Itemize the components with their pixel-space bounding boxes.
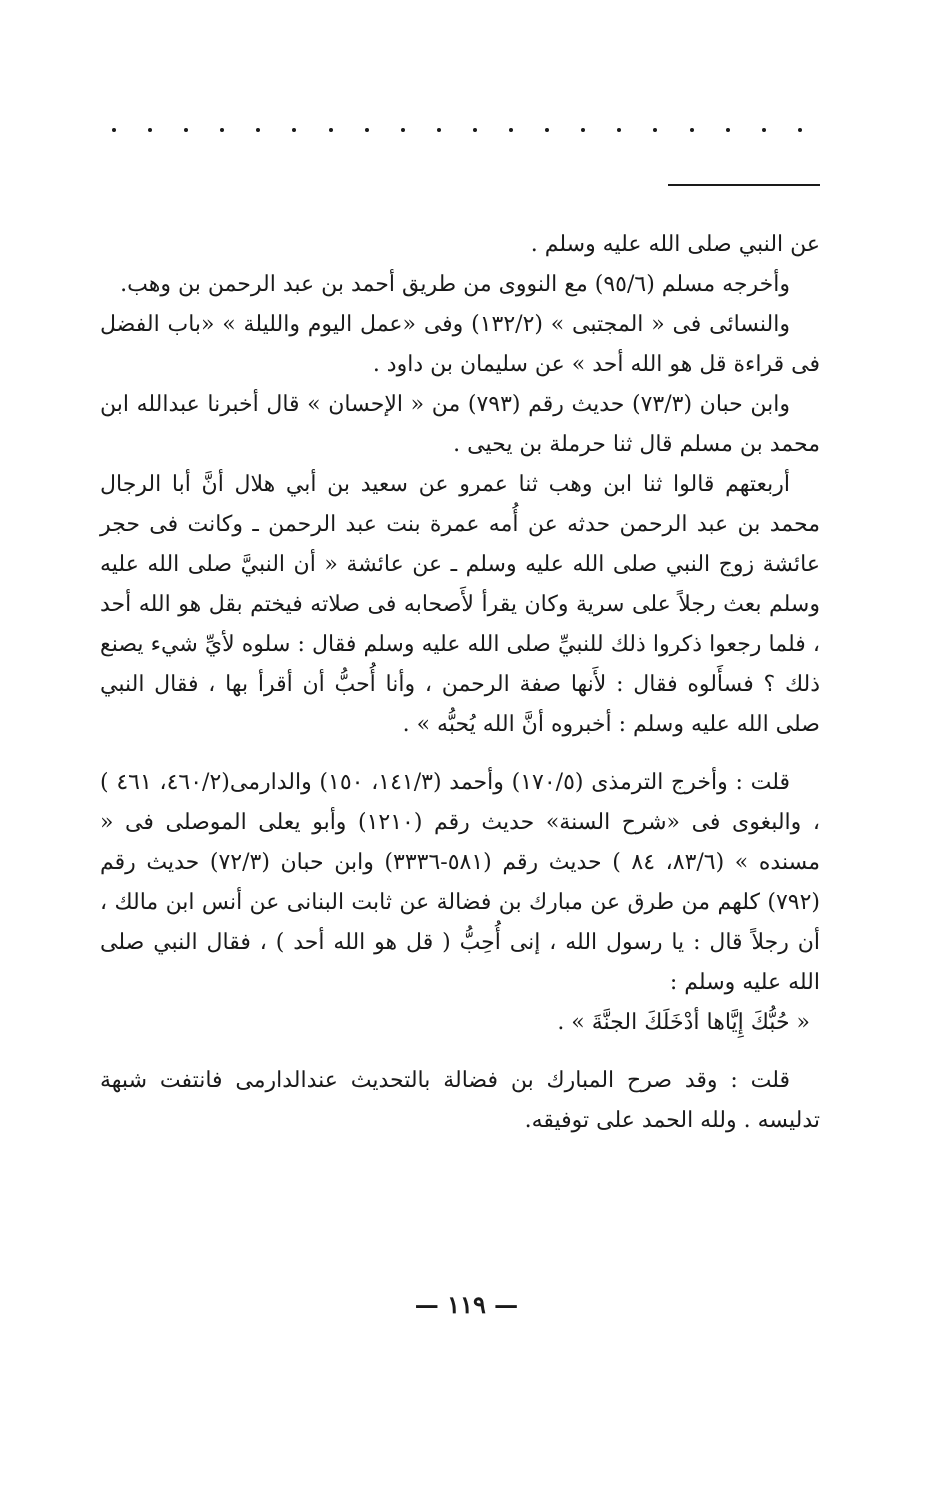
page-number: — ١١٩ — [414,1290,519,1319]
paragraph-6: قلت : وأخرج الترمذى (١٧٠/٥) وأحمد (١٤١/٣، ١٥٠) والدارمى(٤٦٠/٢، ٤٦١ ) ، والبغوى فى «شرح السنة» حديث رقم (١٢١٠) وأبو يعلى الموصلى فى « مسنده » (٨٣/٦، ٨٤ ) حديث رقم (٥٨١-٣٣٣٦) وابن حبان (٧٢/٣) حديث رقم (٧٩٢) كلهم من طرق عن مبارك بن فضالة عن ثابت البنانى عن أنس ابن مالك ، أن رجلاً قال : يا رسول الله ، إنى أُحِبُّ ( قل هو الله أحد ) ، فقال النبي صلى الله عليه وسلم : [100,770,820,995]
separator-dot [617,128,621,132]
separator-dot [545,128,549,132]
separator-dot [220,128,224,132]
separator-dot [726,128,730,132]
separator-dot [148,128,152,132]
separator-dot [473,128,477,132]
paragraph-1: عن النبي صلى الله عليه وسلم . [530,232,820,257]
paragraph-2: وأخرجه مسلم (٩٥/٦) مع النووى من طريق أحمد بن عبد الرحمن بن وهب. [120,272,790,297]
paragraph-3: والنسائى فى « المجتبى » (١٣٢/٢) وفى «عمل اليوم والليلة » «باب الفضل فى قراءة قل هو الله أحد » عن سليمان بن داود . [100,312,820,377]
separator-dot [329,128,333,132]
separator-dot [762,128,766,132]
paragraph-8: قلت : وقد صرح المبارك بن فضالة بالتحديث عندالدارمى فانتفت شبهة تدليسه . ولله الحمد على توفيقه. [100,1068,820,1133]
body-text [100,225,820,1141]
dotted-separator [112,128,802,132]
paragraph-5: أربعتهم قالوا ثنا ابن وهب ثنا عمرو عن سعيد بن أبي هلال أنَّ أبا الرجال محمد بن عبد الرحمن حدثه عن أُمه عمرة بنت عبد الرحمن ـ وكانت فى حجر عائشة زوج النبي صلى الله عليه وسلم ـ عن عائشة « أن النبيَّ صلى الله عليه وسلم بعث رجلاً على سرية وكان يقرأ لأَصحابه فى صلاته فيختم بقل هو الله أحد ، فلما رجعوا ذكروا ذلك للنبيِّ صلى الله عليه وسلم فقال : سلوه لأيِّ شيء يصنع ذلك ؟ فسأَلوه فقال : لأَنها صفة الرحمن ، وأنا أُحبُّ أن أقرأ بها ، فقال النبي صلى الله عليه وسلم : أخبروه أنَّ الله يُحبُّه » . [100,472,820,737]
separator-dot [365,128,369,132]
separator-dot [401,128,405,132]
separator-dot [581,128,585,132]
separator-dot [112,128,116,132]
separator-dot [509,128,513,132]
separator-dot [690,128,694,132]
separator-dot [256,128,260,132]
separator-dot [798,128,802,132]
separator-dot [653,128,657,132]
separator-dot [437,128,441,132]
separator-dot [184,128,188,132]
hadith-quote: « حُبُّكَ إِيَّاها أدْخَلَكَ الجنَّةَ » . [557,1010,810,1035]
separator-dot [292,128,296,132]
paragraph-4: وابن حبان (٧٣/٣) حديث رقم (٧٩٣) من « الإحسان » قال أخبرنا عبدالله ابن محمد بن مسلم قال ثنا حرملة بن يحيى . [100,392,820,457]
footnote-rule [668,184,820,186]
